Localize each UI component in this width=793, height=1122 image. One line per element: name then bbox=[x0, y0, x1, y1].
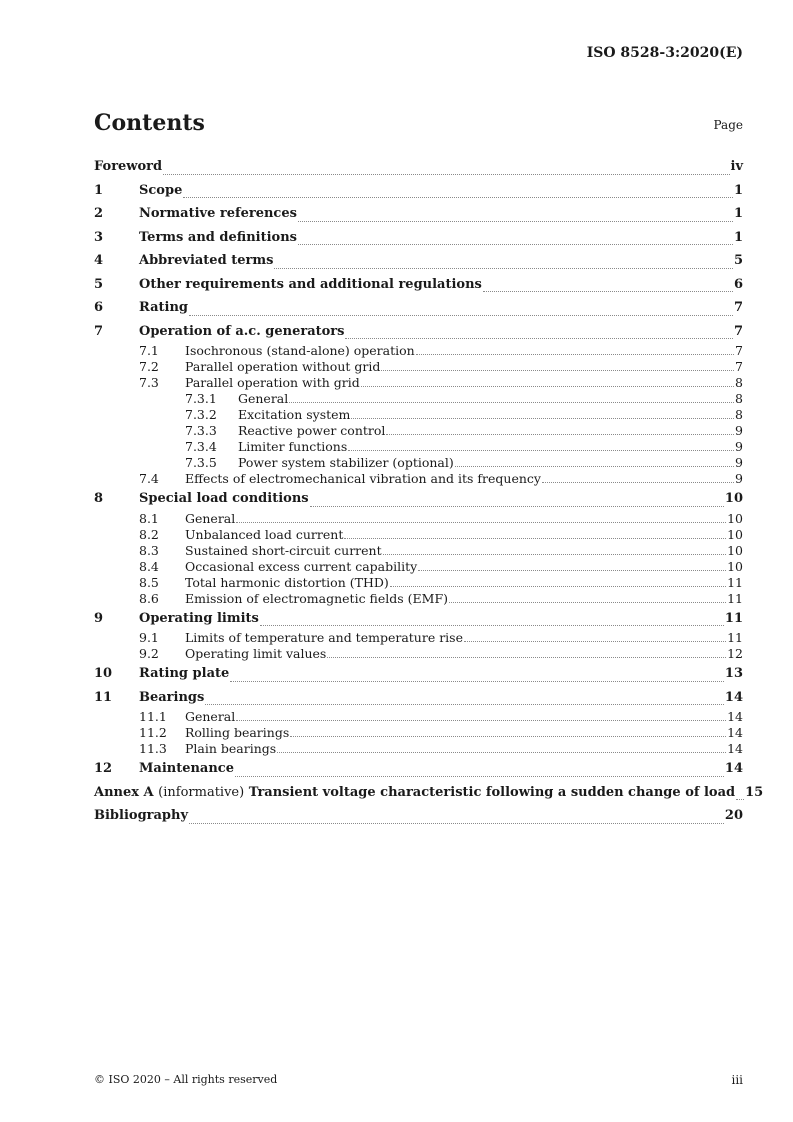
dot-leader bbox=[390, 586, 726, 587]
toc-title: Reactive power control bbox=[238, 423, 386, 438]
toc-entry-7-2[interactable] bbox=[94, 359, 743, 375]
toc-title: Plain bearings bbox=[185, 741, 277, 756]
toc-title: Occasional excess current capability bbox=[185, 558, 418, 574]
toc-entry-9-2[interactable] bbox=[94, 646, 743, 662]
toc-page: 15 bbox=[745, 784, 764, 800]
toc-page: 5 bbox=[733, 253, 743, 268]
toc-entry-7-3-3[interactable] bbox=[94, 423, 743, 439]
toc-title: Bearings bbox=[139, 689, 205, 705]
toc-number: 1 bbox=[94, 182, 104, 198]
dot-leader bbox=[455, 466, 734, 467]
toc-number: 2 bbox=[94, 206, 104, 221]
toc-number: 8.3 bbox=[139, 542, 159, 558]
toc-title bbox=[94, 781, 735, 805]
toc-page: 7 bbox=[733, 323, 743, 339]
table-of-contents bbox=[94, 155, 764, 828]
toc-title: Effects of electromechanical vibration and its frequency bbox=[185, 471, 541, 486]
toc-number: 8.1 bbox=[139, 510, 159, 526]
toc-title: General bbox=[238, 391, 289, 406]
toc-number: 7 bbox=[94, 323, 104, 339]
toc-page: 14 bbox=[724, 689, 743, 705]
toc-entry-11-1[interactable] bbox=[94, 709, 743, 725]
toc-page: 20 bbox=[724, 808, 743, 823]
dot-leader bbox=[189, 315, 733, 316]
toc-entry-7-3-5[interactable] bbox=[94, 455, 743, 471]
toc-number: 9 bbox=[94, 610, 104, 626]
toc-number: 11.3 bbox=[139, 741, 167, 756]
toc-entry-bibliography[interactable] bbox=[94, 804, 743, 828]
toc-entry-7-3-2[interactable] bbox=[94, 407, 743, 423]
toc-number: 7.3.4 bbox=[185, 439, 217, 454]
toc-page: 9 bbox=[735, 439, 743, 454]
toc-number: 7.1 bbox=[139, 343, 159, 358]
dot-leader bbox=[189, 823, 724, 824]
toc-title: Power system stabilizer (optional) bbox=[238, 455, 454, 470]
toc-entry-11[interactable] bbox=[94, 686, 743, 710]
toc-number: 6 bbox=[94, 300, 104, 315]
toc-page: 10 bbox=[727, 558, 743, 574]
toc-number: 7.3.3 bbox=[185, 423, 217, 438]
dot-leader bbox=[236, 522, 726, 523]
toc-entry-7-4[interactable] bbox=[94, 471, 743, 487]
annex-title: Transient voltage characteristic following a sudden change of load bbox=[248, 784, 736, 800]
toc-number: 12 bbox=[94, 761, 113, 776]
toc-number: 7.2 bbox=[139, 359, 159, 374]
contents-heading: Contents bbox=[94, 110, 205, 136]
toc-page: 8 bbox=[735, 391, 743, 406]
toc-number: 8.4 bbox=[139, 558, 159, 574]
toc-number: 7.3.5 bbox=[185, 455, 217, 470]
toc-page: 9 bbox=[735, 423, 743, 438]
copyright-notice: © ISO 2020 – All rights reserved bbox=[94, 1073, 278, 1086]
toc-title: Total harmonic distortion (THD) bbox=[185, 574, 389, 590]
toc-page: iv bbox=[730, 159, 743, 174]
toc-title: Terms and definitions bbox=[139, 229, 297, 245]
toc-title: Other requirements and additional regulations bbox=[139, 276, 482, 292]
toc-entry-5[interactable] bbox=[94, 273, 743, 297]
toc-entry-9-1[interactable] bbox=[94, 630, 743, 646]
toc-title: Limiter functions bbox=[238, 439, 348, 454]
toc-title: Parallel operation without grid bbox=[185, 359, 381, 374]
toc-number: 7.3.2 bbox=[185, 407, 217, 422]
toc-page: 6 bbox=[733, 276, 743, 292]
toc-title: Normative references bbox=[139, 206, 297, 221]
dot-leader bbox=[416, 354, 734, 355]
toc-entry-8-6[interactable] bbox=[94, 591, 743, 607]
toc-title: Foreword bbox=[94, 159, 163, 174]
toc-page: 11 bbox=[727, 630, 743, 645]
toc-title: Operation of a.c. generators bbox=[139, 323, 345, 339]
dot-leader bbox=[542, 482, 734, 483]
toc-number: 10 bbox=[94, 666, 113, 681]
dot-leader bbox=[274, 268, 733, 269]
dot-leader bbox=[351, 418, 734, 419]
toc-page: 7 bbox=[733, 300, 743, 315]
dot-leader bbox=[298, 221, 733, 222]
toc-page: 13 bbox=[724, 666, 743, 681]
toc-page: 7 bbox=[735, 359, 743, 374]
toc-page: 14 bbox=[724, 761, 743, 776]
toc-title: Bibliography bbox=[94, 808, 189, 823]
dot-leader bbox=[163, 174, 729, 175]
toc-number: 5 bbox=[94, 276, 104, 292]
dot-leader bbox=[418, 570, 726, 571]
toc-title: Sustained short-circuit current bbox=[185, 542, 382, 558]
toc-entry-9[interactable] bbox=[94, 607, 743, 631]
page-column-label: Page bbox=[713, 118, 743, 132]
toc-entry-11-3[interactable] bbox=[94, 741, 743, 757]
toc-page: 11 bbox=[724, 610, 743, 626]
toc-entry-8-1[interactable] bbox=[94, 511, 743, 527]
toc-entry-7-3-4[interactable] bbox=[94, 439, 743, 455]
toc-title: Abbreviated terms bbox=[139, 253, 274, 268]
toc-number: 8.2 bbox=[139, 526, 159, 542]
toc-number: 3 bbox=[94, 229, 104, 245]
toc-title: Rolling bearings bbox=[185, 725, 290, 740]
dot-leader bbox=[183, 197, 733, 198]
toc-page: 10 bbox=[727, 510, 743, 526]
toc-entry-12[interactable] bbox=[94, 757, 743, 781]
toc-entry-8-5[interactable] bbox=[94, 575, 743, 591]
toc-entry-7-3-1[interactable] bbox=[94, 391, 743, 407]
toc-entry-1[interactable] bbox=[94, 179, 743, 203]
dot-leader bbox=[277, 752, 726, 753]
toc-page: 8 bbox=[735, 407, 743, 422]
dot-leader bbox=[464, 641, 726, 642]
toc-page: 10 bbox=[724, 491, 743, 506]
toc-title: Rating plate bbox=[139, 666, 230, 681]
toc-entry-7[interactable] bbox=[94, 320, 743, 344]
toc-title: Isochronous (stand-alone) operation bbox=[185, 343, 415, 358]
dot-leader bbox=[736, 799, 744, 800]
dot-leader bbox=[290, 736, 726, 737]
toc-page: 9 bbox=[735, 455, 743, 470]
dot-leader bbox=[344, 538, 726, 539]
toc-title: Operating limits bbox=[139, 610, 259, 626]
toc-page: 8 bbox=[735, 375, 743, 390]
dot-leader bbox=[345, 338, 732, 339]
toc-entry-8-2[interactable] bbox=[94, 527, 743, 543]
toc-page: 14 bbox=[727, 709, 743, 724]
toc-entry-8-3[interactable] bbox=[94, 543, 743, 559]
toc-entry-8-4[interactable] bbox=[94, 559, 743, 575]
toc-number: 7.3 bbox=[139, 375, 159, 390]
document-id: ISO 8528-3:2020(E) bbox=[586, 45, 743, 61]
toc-number: 8 bbox=[94, 491, 104, 506]
toc-entry-annex-a[interactable] bbox=[94, 781, 764, 805]
toc-title: Parallel operation with grid bbox=[185, 375, 360, 390]
toc-number: 7.4 bbox=[139, 471, 159, 486]
toc-entry-10[interactable] bbox=[94, 662, 743, 686]
toc-title: Maintenance bbox=[139, 761, 234, 776]
toc-title: Unbalanced load current bbox=[185, 526, 344, 542]
dot-leader bbox=[383, 554, 726, 555]
toc-number: 9.1 bbox=[139, 630, 159, 645]
toc-entry-8[interactable] bbox=[94, 487, 743, 511]
toc-entry-7-3[interactable] bbox=[94, 375, 743, 391]
toc-page: 9 bbox=[735, 471, 743, 486]
toc-number: 7.3.1 bbox=[185, 391, 217, 406]
toc-entry-3[interactable] bbox=[94, 226, 743, 250]
dot-leader bbox=[289, 402, 734, 403]
toc-page: 1 bbox=[733, 206, 743, 221]
dot-leader bbox=[327, 657, 726, 658]
toc-number: 11.2 bbox=[139, 725, 167, 740]
dot-leader bbox=[260, 625, 724, 626]
toc-page: 10 bbox=[727, 526, 743, 542]
toc-page: 12 bbox=[727, 646, 743, 661]
toc-page: 1 bbox=[733, 229, 743, 245]
dot-leader bbox=[298, 244, 733, 245]
toc-number: 8.6 bbox=[139, 590, 159, 606]
toc-page: 11 bbox=[727, 574, 743, 590]
toc-entry-4[interactable] bbox=[94, 249, 743, 273]
dot-leader bbox=[230, 681, 724, 682]
toc-page: 7 bbox=[735, 343, 743, 358]
toc-title: General bbox=[185, 510, 236, 526]
toc-page: 11 bbox=[727, 590, 743, 606]
toc-title: Rating bbox=[139, 300, 189, 315]
toc-title: Operating limit values bbox=[185, 646, 327, 661]
toc-entry-6[interactable] bbox=[94, 296, 743, 320]
toc-number: 9.2 bbox=[139, 646, 159, 661]
dot-leader bbox=[483, 291, 733, 292]
toc-number: 11.1 bbox=[139, 709, 167, 724]
toc-number: 11 bbox=[94, 689, 113, 705]
dot-leader bbox=[348, 450, 734, 451]
toc-number: 4 bbox=[94, 253, 104, 268]
toc-title: Emission of electromagnetic fields (EMF) bbox=[185, 590, 449, 606]
dot-leader bbox=[205, 704, 724, 705]
toc-title: General bbox=[185, 709, 236, 724]
toc-page: 14 bbox=[727, 741, 743, 756]
toc-entry-2[interactable] bbox=[94, 202, 743, 226]
toc-page: 10 bbox=[727, 542, 743, 558]
toc-number: 8.5 bbox=[139, 574, 159, 590]
toc-title: Scope bbox=[139, 182, 183, 198]
dot-leader bbox=[386, 434, 734, 435]
dot-leader bbox=[236, 720, 726, 721]
toc-title: Limits of temperature and temperature rise bbox=[185, 630, 463, 645]
toc-entry-foreword[interactable] bbox=[94, 155, 743, 179]
dot-leader bbox=[361, 386, 734, 387]
dot-leader bbox=[310, 506, 724, 507]
page-number: iii bbox=[731, 1073, 743, 1087]
toc-title: Special load conditions bbox=[139, 491, 309, 506]
toc-entry-11-2[interactable] bbox=[94, 725, 743, 741]
dot-leader bbox=[449, 602, 726, 603]
annex-label: Annex A bbox=[94, 784, 154, 800]
dot-leader bbox=[381, 370, 734, 371]
dot-leader bbox=[235, 776, 724, 777]
toc-page: 1 bbox=[733, 182, 743, 198]
toc-page: 14 bbox=[727, 725, 743, 740]
toc-entry-7-1[interactable] bbox=[94, 343, 743, 359]
toc-title: Excitation system bbox=[238, 407, 351, 422]
annex-type: (informative) bbox=[158, 784, 245, 800]
